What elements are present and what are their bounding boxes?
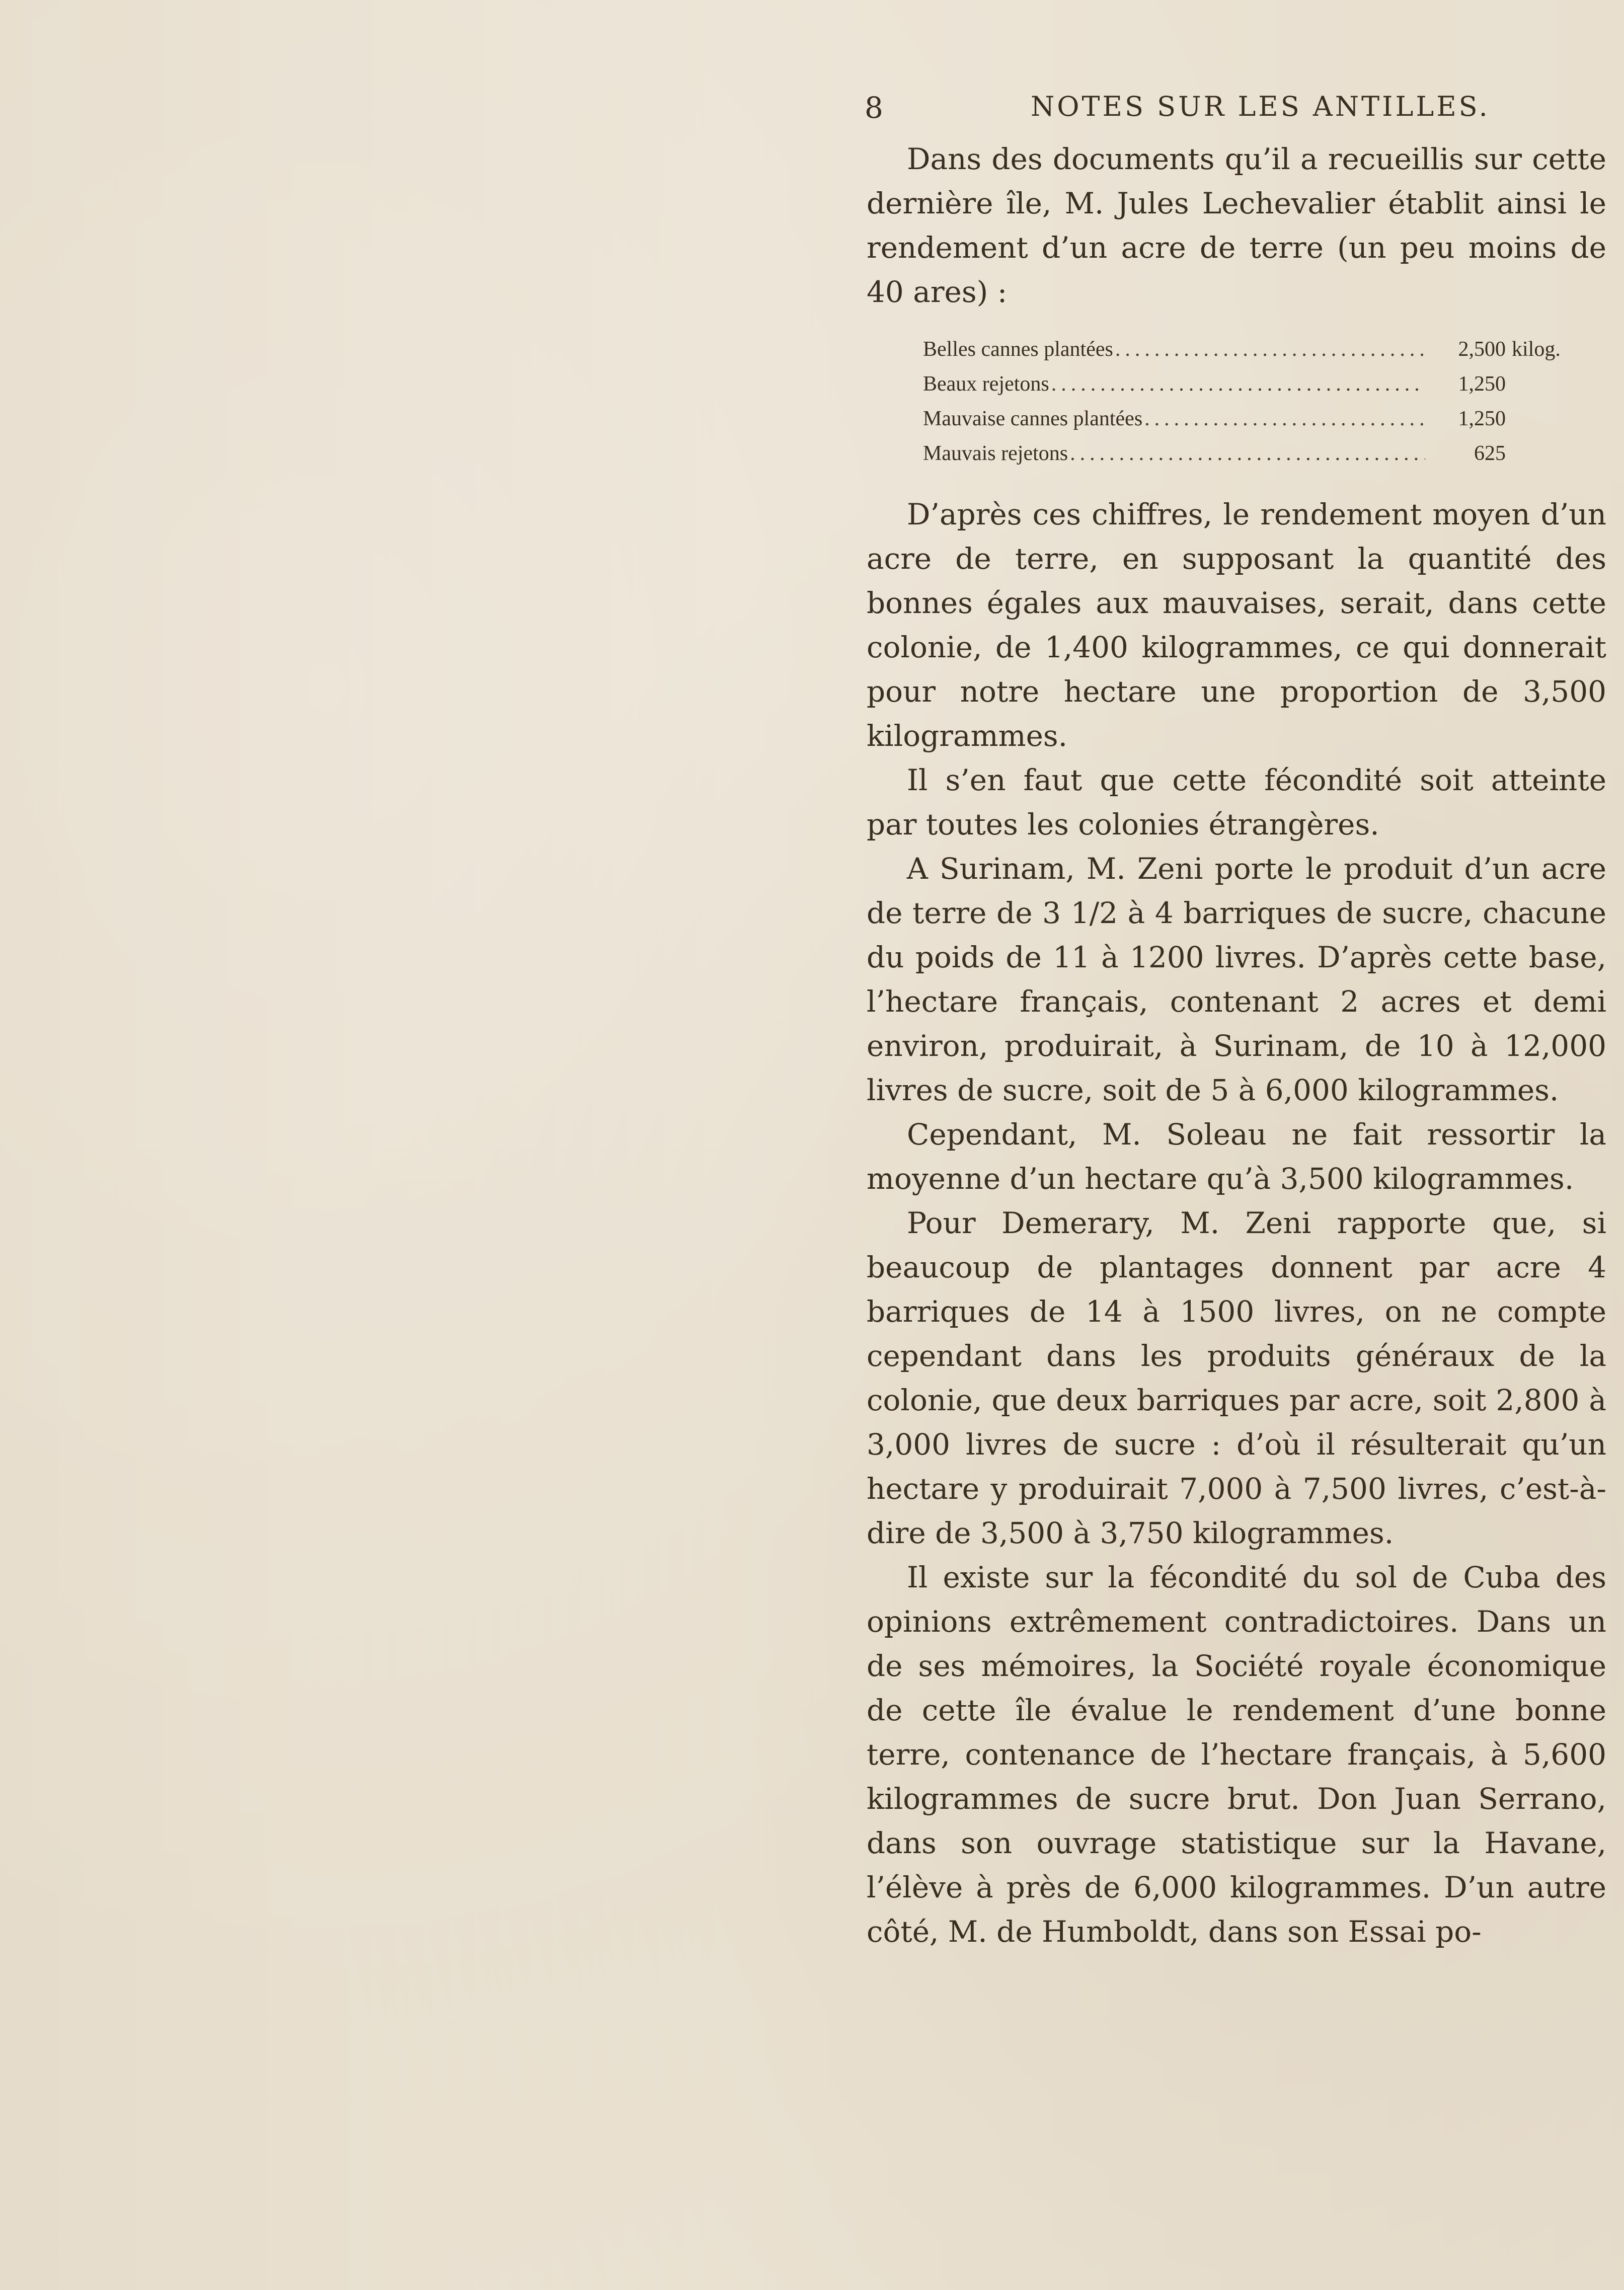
row-label: Mauvais rejetons — [923, 442, 1068, 465]
row-label: Beaux rejetons — [923, 372, 1049, 396]
dot-leader — [1051, 367, 1425, 402]
row-unit: kilog. — [1512, 338, 1561, 361]
running-head — [865, 91, 1609, 131]
table-row — [923, 332, 1572, 367]
running-title: NOTES SUR LES ANTILLES. — [1031, 91, 1490, 122]
paragraph-cuba: Il existe sur la fécondité du sol de Cuba des opinions extrêmement contradictoires. Dans un de ses mémoires, la Société royale économique de cette île évalue le rendement d’une bonne terre, contenance de l’hectare français, à 5,600 kilogrammes de sucre brut. Don Juan Serrano, dans son ouvrage statistique sur la Havane, l’élève à près de 6,000 kilogrammes. D’un autre côté, M. de Humboldt, dans son Essai po- — [867, 1560, 1606, 1949]
table-row — [923, 436, 1572, 471]
dot-leader — [1115, 332, 1425, 367]
paragraph-demerary: Pour Demerary, M. Zeni rapporte que, si beaucoup de plantages donnent par acre 4 barriques de 14 à 1500 livres, on ne compte cependant dans les produits généraux de la colonie, que deux barriques par acre, soit 2,800 à 3,000 livres de sucre : d’où il résulterait qu’un hectare y produirait 7,000 à 7,500 livres, c’est-à-dire de 3,500 à 3,750 kilogrammes. — [867, 1206, 1606, 1550]
row-value: 625 — [1474, 442, 1506, 465]
table-row — [923, 367, 1572, 402]
body-text — [867, 137, 1606, 1954]
dot-leader — [1144, 402, 1425, 436]
row-value: 1,250 — [1458, 407, 1506, 430]
row-value: 1,250 — [1458, 372, 1506, 396]
dot-leader — [1070, 436, 1425, 471]
paragraph-soleau: Cependant, M. Soleau ne fait ressortir la moyenne d’un hectare qu’à 3,500 kilogrammes. — [867, 1117, 1606, 1196]
table-row — [923, 402, 1572, 436]
paragraph-moyen: D’après ces chiffres, le rendement moyen d’un acre de terre, en supposant la quantité des bonnes égales aux mauvaises, serait, dans cette colonie, de 1,400 kilogrammes, ce qui donnerait pour notre hectare une proportion de 3,500 kilogrammes. — [867, 497, 1606, 753]
paragraph-surinam: A Surinam, M. Zeni porte le produit d’un acre de terre de 3 1/2 à 4 barriques de sucre, chacune du poids de 11 à 1200 livres. D’après cette base, l’hectare français, contenant 2 acres et demi environ, produirait, à Surinam, de 10 à 12,000 livres de sucre, soit de 5 à 6,000 kilogrammes. — [867, 852, 1606, 1107]
paragraph-fecondite: Il s’en faut que cette fécondité soit atteinte par toutes les colonies étrangères. — [867, 763, 1606, 842]
row-value: 2,500 — [1458, 338, 1506, 361]
row-label: Belles cannes plantées — [923, 338, 1113, 361]
row-label: Mauvaise cannes plantées — [923, 407, 1143, 430]
paragraph-intro: Dans des documents qu’il a recueillis sur cette dernière île, M. Jules Lechevalier établit ainsi le rendement d’un acre de terre (un peu moins de 40 ares) : — [867, 142, 1606, 309]
page-number: 8 — [865, 91, 885, 125]
yield-table — [923, 332, 1572, 471]
